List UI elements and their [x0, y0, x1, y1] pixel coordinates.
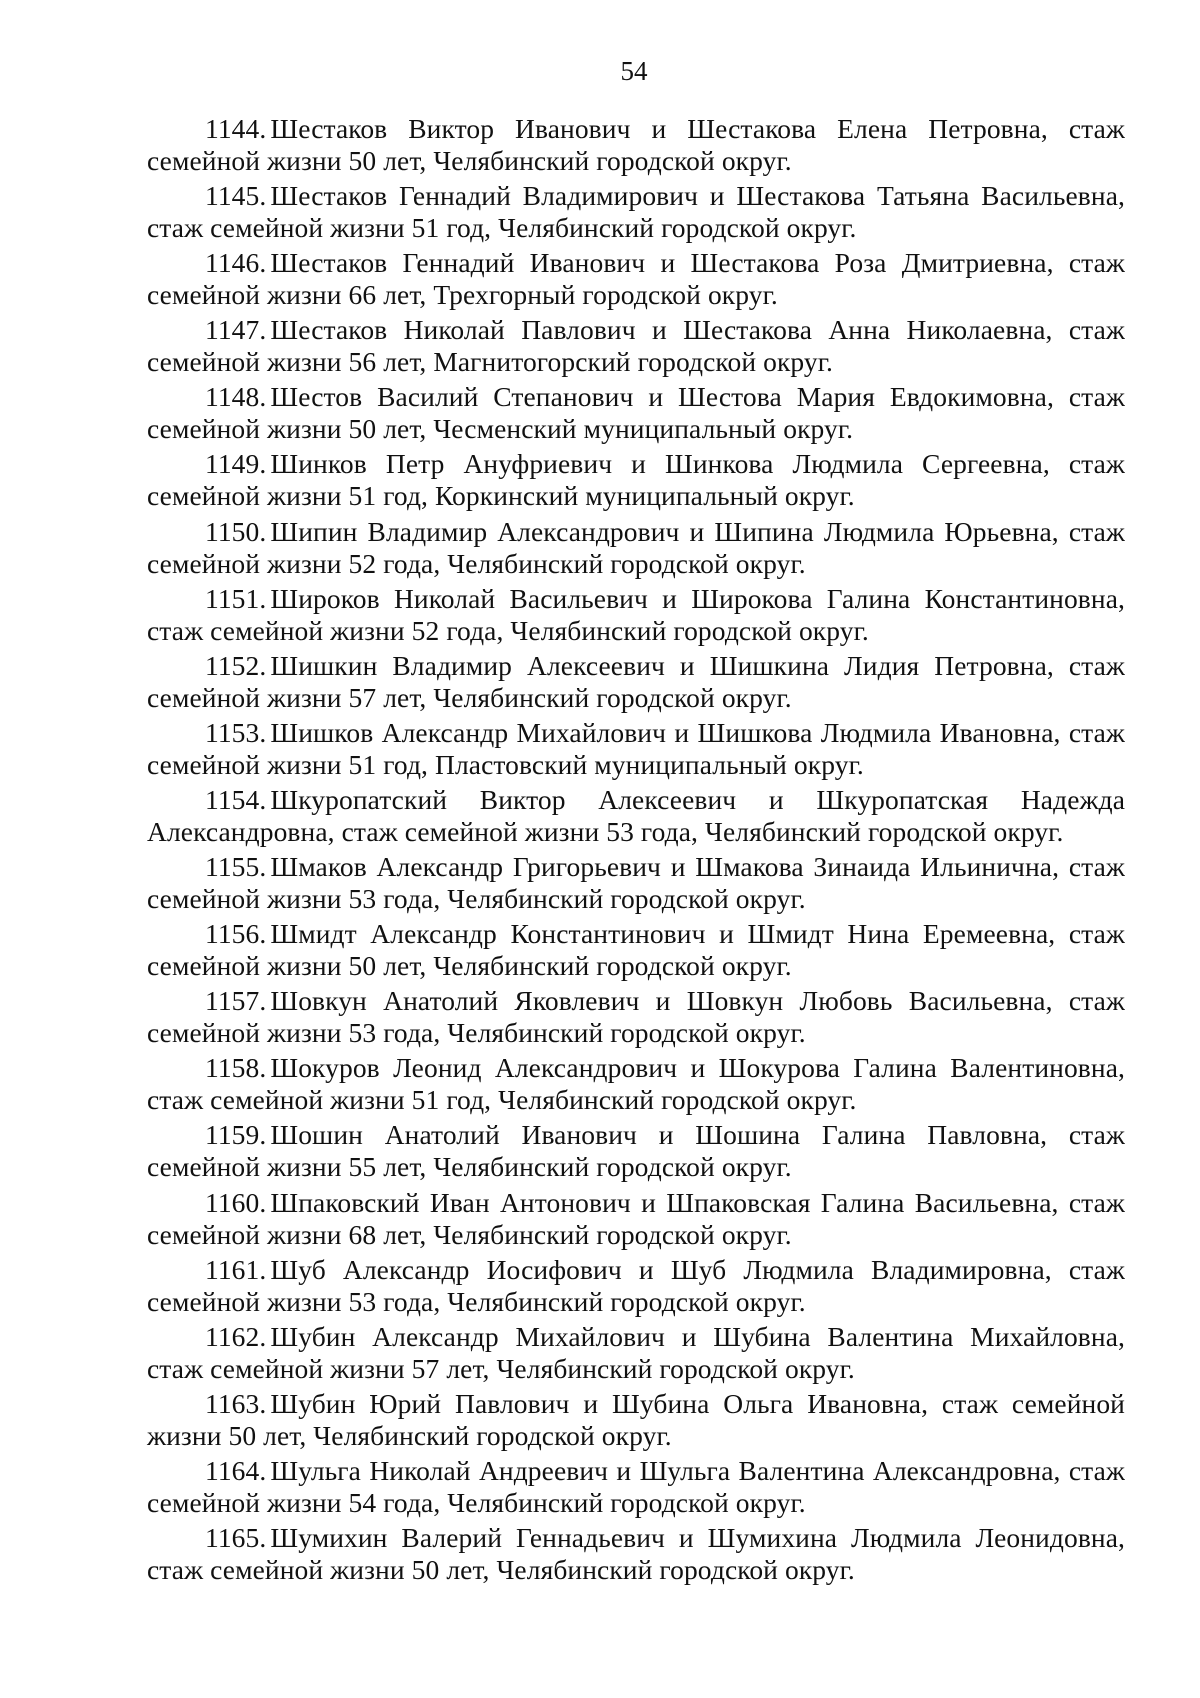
entry-number: 1144. [205, 113, 267, 144]
list-item [147, 1254, 1125, 1318]
entry-number: 1156. [205, 918, 267, 950]
list-item [147, 918, 1125, 982]
list-item [147, 1119, 1125, 1183]
list-item [147, 1321, 1125, 1385]
list-item [147, 1187, 1125, 1251]
list-item [147, 180, 1125, 244]
entry-number: 1163. [205, 1387, 267, 1419]
list-item [147, 583, 1125, 647]
entry-text: Шкуропатский Виктор Алексеевич и Шкуропатская Надежда Александровна, стаж семейной жизни 53 года, Челябинский городской округ. [147, 783, 1125, 847]
entry-number: 1146. [205, 247, 267, 279]
list-item [147, 1052, 1125, 1116]
entry-number: 1164. [205, 1454, 267, 1486]
entry-text: Шипин Владимир Александрович и Шипина Людмила Юрьевна, стаж семейной жизни 52 года, Челябинский городской округ. [147, 515, 1125, 579]
entry-number: 1157. [205, 985, 267, 1017]
entry-text: Шовкун Анатолий Яковлевич и Шовкун Любовь Васильевна, стаж семейной жизни 53 года, Челябинский городской округ. [147, 985, 1125, 1049]
list-item [147, 516, 1125, 580]
list-item [147, 851, 1125, 915]
list-item [147, 1522, 1125, 1586]
entry-number: 1165. [205, 1521, 267, 1553]
list-item [147, 784, 1125, 848]
entry-number: 1150. [205, 515, 267, 547]
entry-text: Шестов Василий Степанович и Шестова Мария Евдокимовна, стаж семейной жизни 50 лет, Чесменский муниципальный округ. [147, 381, 1125, 445]
entry-number: 1151. [205, 582, 267, 614]
entry-number: 1159. [205, 1119, 267, 1151]
entry-text: Шестаков Николай Павлович и Шестакова Анна Николаевна, стаж семейной жизни 56 лет, Магнитогорский городской округ. [147, 314, 1125, 378]
entry-text: Шмаков Александр Григорьевич и Шмакова Зинаида Ильинична, стаж семейной жизни 53 года, Челябинский городской округ. [147, 851, 1125, 915]
entry-text: Шульга Николай Андреевич и Шульга Валентина Александровна, стаж семейной жизни 54 года, Челябинский городской округ. [147, 1454, 1125, 1518]
list-item [147, 314, 1125, 378]
entry-text: Шокуров Леонид Александрович и Шокурова Галина Валентиновна, стаж семейной жизни 51 год, Челябинский городской округ. [147, 1052, 1125, 1116]
entry-number: 1148. [205, 381, 267, 413]
page-number: 54 [620, 56, 648, 86]
entry-text: Шишкин Владимир Алексеевич и Шишкина Лидия Петровна, стаж семейной жизни 57 лет, Челябинский городской округ. [147, 649, 1125, 713]
entry-text: Шестаков Геннадий Владимирович и Шестакова Татьяна Васильевна, стаж семейной жизни 51 год, Челябинский городской округ. [147, 180, 1125, 244]
list-item [147, 1455, 1125, 1519]
list-item [147, 1388, 1125, 1452]
entry-text: Шубин Александр Михайлович и Шубина Валентина Михайловна, стаж семейной жизни 57 лет, Челябинский городской округ. [147, 1320, 1125, 1384]
entry-list [147, 113, 1125, 1589]
entry-text: Шумихин Валерий Геннадьевич и Шумихина Людмила Леонидовна, стаж семейной жизни 50 лет, Челябинский городской округ. [147, 1521, 1125, 1585]
entry-number: 1153. [205, 716, 267, 748]
entry-text: Шестаков Геннадий Иванович и Шестакова Роза Дмитриевна, стаж семейной жизни 66 лет, Трехгорный городской округ. [147, 247, 1125, 311]
entry-number: 1152. [205, 649, 267, 681]
entry-text: Шишков Александр Михайлович и Шишкова Людмила Ивановна, стаж семейной жизни 51 год, Пластовский муниципальный округ. [147, 716, 1125, 780]
list-item [147, 448, 1125, 512]
entry-number: 1161. [205, 1253, 267, 1285]
list-item [147, 985, 1125, 1049]
entry-text: Шуб Александр Иосифович и Шуб Людмила Владимировна, стаж семейной жизни 53 года, Челябинский городской округ. [147, 1253, 1125, 1317]
entry-text: Широков Николай Васильевич и Широкова Галина Константиновна, стаж семейной жизни 52 года, Челябинский городской округ. [147, 582, 1125, 646]
entry-text: Шубин Юрий Павлович и Шубина Ольга Ивановна, стаж семейной жизни 50 лет, Челябинский городской округ. [147, 1387, 1125, 1451]
entry-text: Шпаковский Иван Антонович и Шпаковская Галина Васильевна, стаж семейной жизни 68 лет, Челябинский городской округ. [147, 1186, 1125, 1250]
entry-text: Шмидт Александр Константинович и Шмидт Нина Еремеевна, стаж семейной жизни 50 лет, Челябинский городской округ. [147, 918, 1125, 982]
entry-number: 1158. [205, 1052, 267, 1084]
entry-text: Шинков Петр Ануфриевич и Шинкова Людмила Сергеевна, стаж семейной жизни 51 год, Коркинский муниципальный округ. [147, 448, 1125, 512]
entry-number: 1160. [205, 1186, 267, 1218]
entry-number: 1155. [205, 851, 267, 883]
list-item [147, 381, 1125, 445]
entry-number: 1145. [205, 180, 267, 212]
list-item [147, 113, 1125, 177]
list-item [147, 650, 1125, 714]
list-item [147, 247, 1125, 311]
entry-number: 1147. [205, 314, 267, 346]
entry-number: 1162. [205, 1320, 267, 1352]
list-item [147, 717, 1125, 781]
entry-text: Шестаков Виктор Иванович и Шестакова Елена Петровна, стаж семейной жизни 50 лет, Челябинский городской округ. [147, 113, 1125, 176]
entry-text: Шошин Анатолий Иванович и Шошина Галина Павловна, стаж семейной жизни 55 лет, Челябинский городской округ. [147, 1119, 1125, 1183]
entry-number: 1149. [205, 448, 267, 480]
entry-number: 1154. [205, 783, 267, 815]
